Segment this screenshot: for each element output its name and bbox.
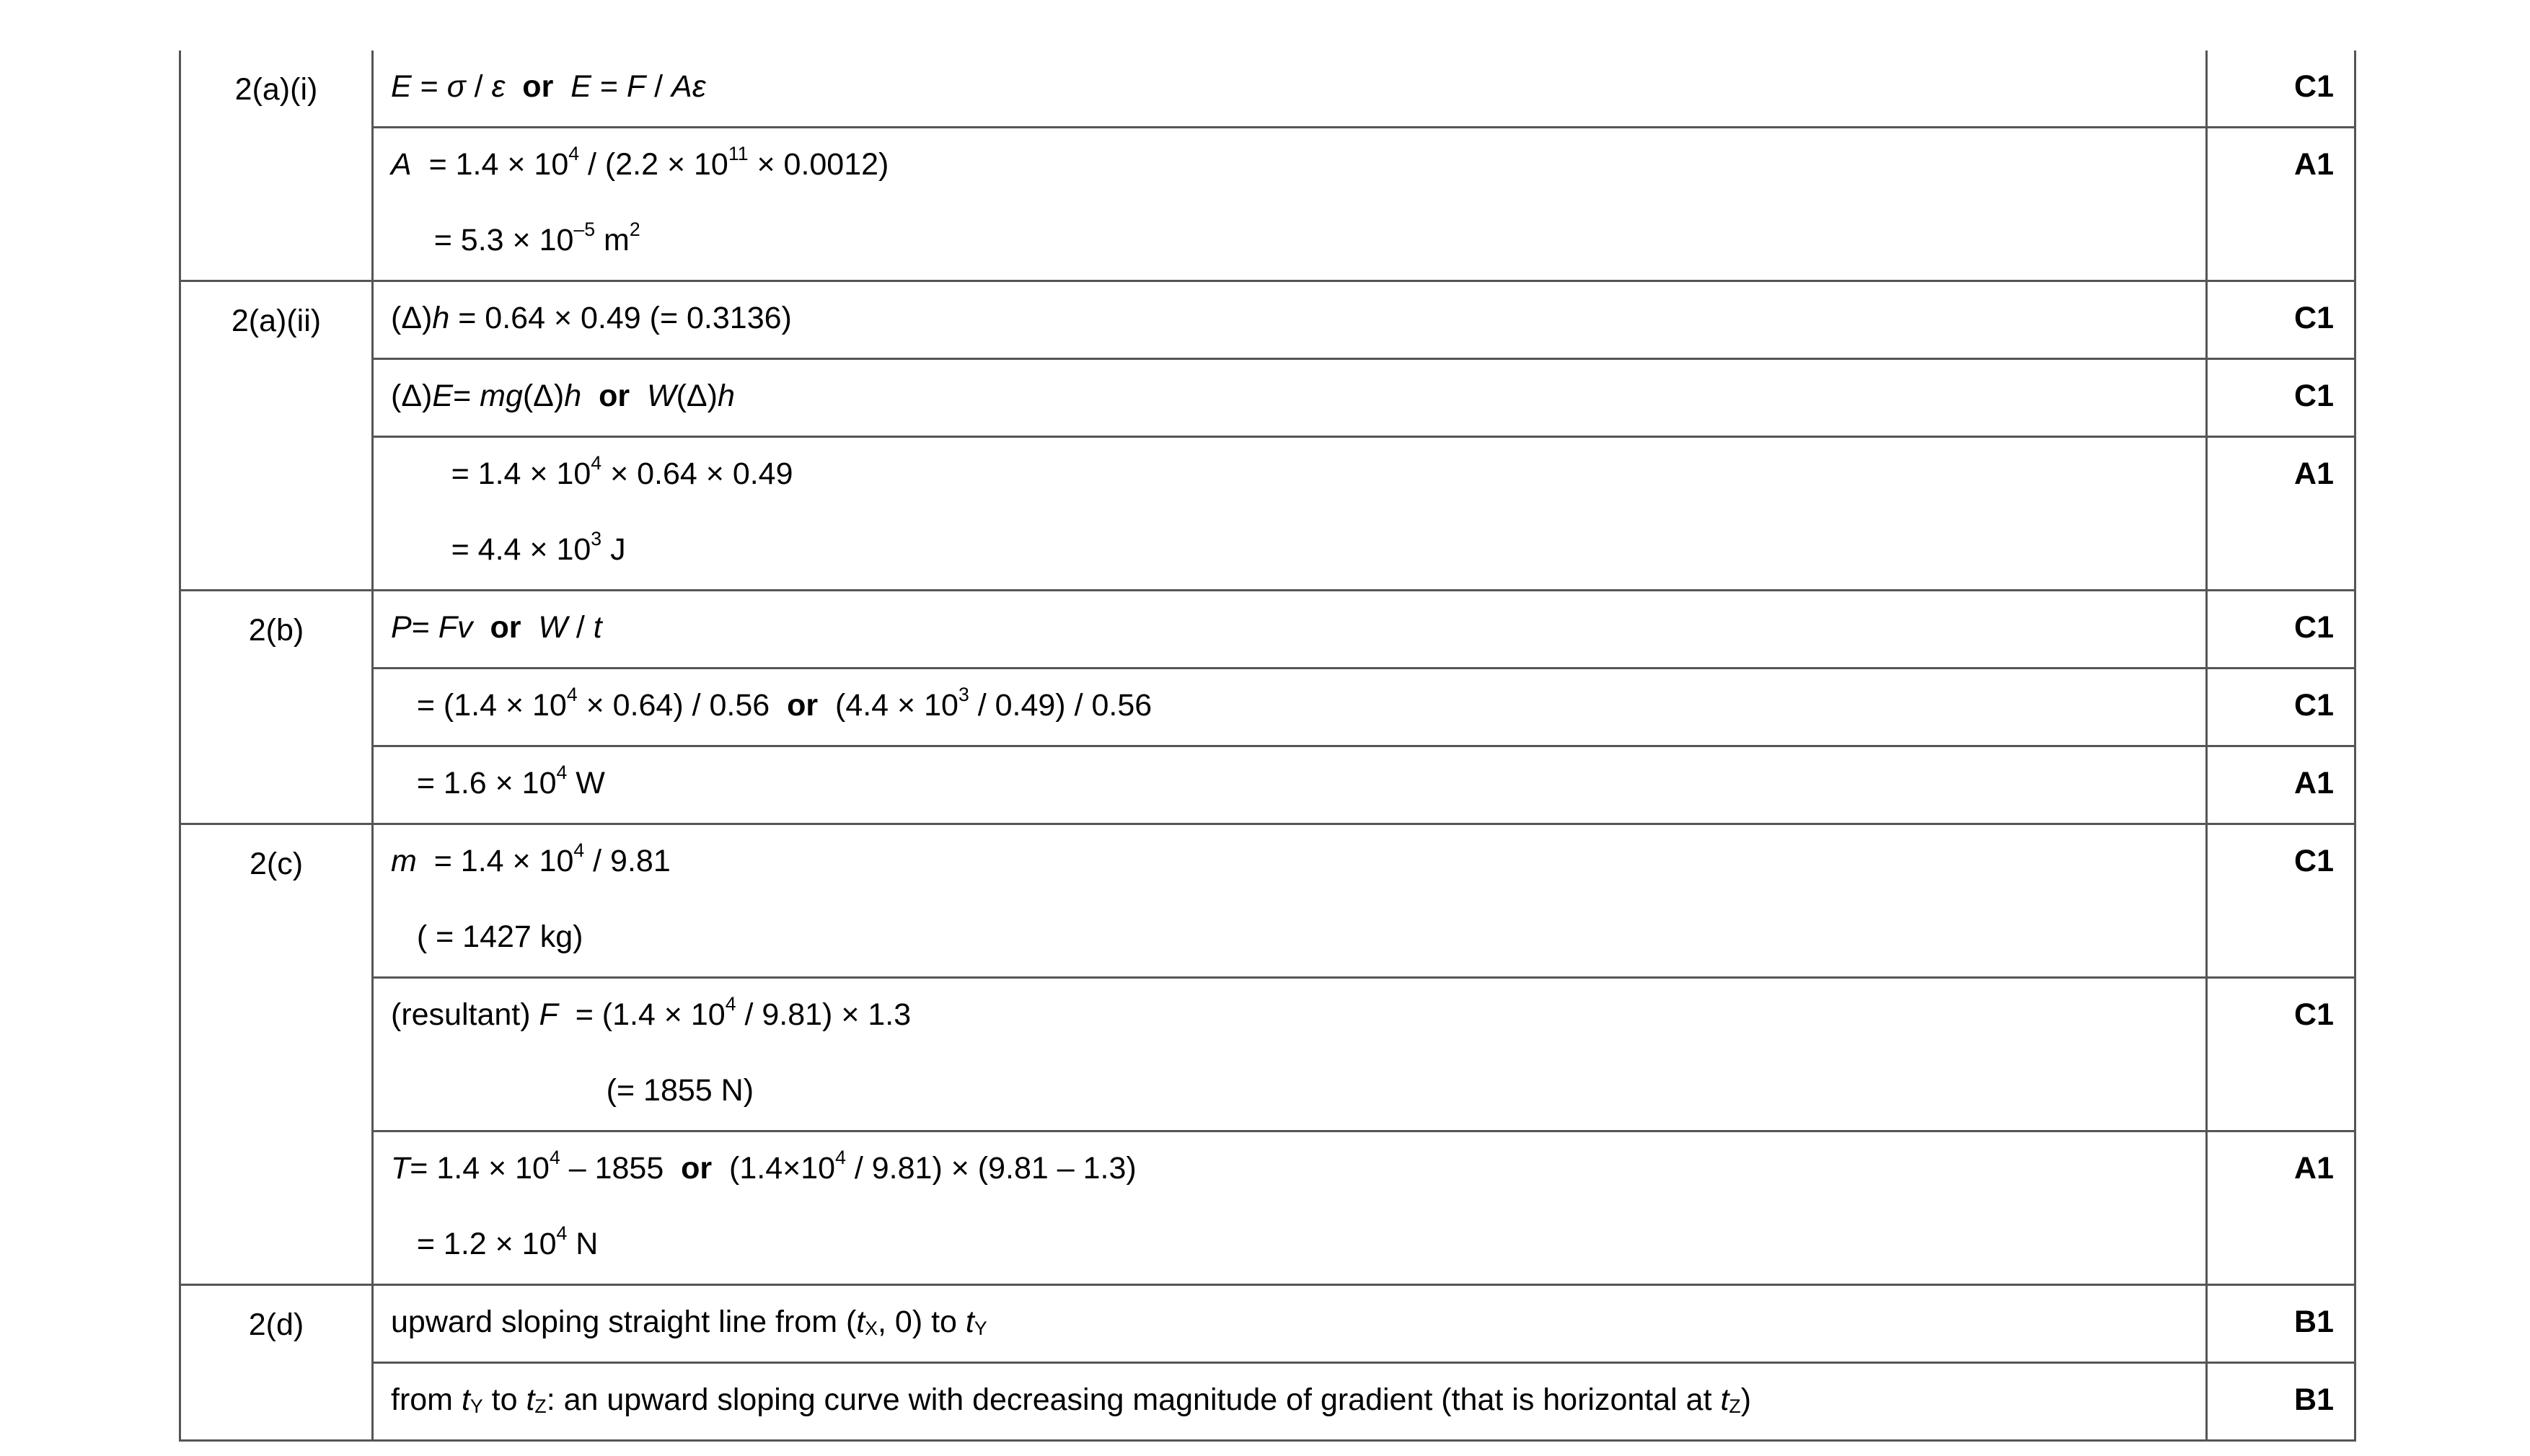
answer-line: [391, 50, 2205, 126]
mark-code: A1: [2294, 766, 2334, 800]
answer-text: = (1.4 × 10: [391, 688, 567, 723]
answer-text: = 1.4 × 10: [391, 456, 591, 491]
superscript-text: 3: [958, 684, 969, 706]
mark-scheme-body: [180, 50, 2355, 1441]
answer-text: [630, 379, 647, 413]
answer-line: [391, 513, 2205, 589]
mark-code: A1: [2294, 456, 2334, 491]
answer-text: / 9.81: [584, 844, 671, 878]
superscript-text: 4: [566, 684, 578, 706]
answer-text: (Δ): [391, 379, 433, 413]
table-row: [180, 50, 2355, 128]
mark-code: C1: [2294, 379, 2334, 413]
symbol-text: W: [646, 379, 676, 413]
answer-text: (Δ): [391, 301, 433, 335]
symbol-text: m: [391, 844, 417, 878]
answer-line: [391, 901, 2205, 976]
answer-text: (resultant): [391, 997, 539, 1032]
symbol-text: σ: [446, 69, 466, 104]
answer-text: × 0.64) / 0.56: [577, 688, 788, 723]
answer-text: / 9.81) × (9.81 – 1.3): [845, 1151, 1137, 1186]
superscript-text: 4: [556, 762, 568, 784]
mark-cell: [2207, 1363, 2355, 1441]
mark-cell: [2207, 281, 2355, 359]
answer-text: =: [453, 379, 480, 413]
table-row: [180, 1363, 2355, 1441]
answer-line: [391, 1132, 2205, 1208]
mark-code: C1: [2294, 301, 2334, 335]
table-row: [180, 669, 2355, 746]
answer-text: N: [567, 1227, 599, 1261]
superscript-text: 4: [556, 1222, 568, 1245]
answer-text: – 1855: [560, 1151, 682, 1186]
answer-cell: [373, 978, 2207, 1131]
table-row: [180, 281, 2355, 359]
answer-text: = 1.4 × 10: [411, 147, 569, 182]
table-row: [180, 591, 2355, 669]
answer-cell: [373, 591, 2207, 669]
answer-text: = (1.4 × 10: [557, 997, 726, 1032]
symbol-text: E: [432, 379, 454, 413]
mark-code: C1: [2294, 610, 2334, 645]
mark-code: C1: [2294, 844, 2334, 878]
mark-code: A1: [2294, 147, 2334, 182]
answer-cell: [373, 359, 2207, 437]
mark-code: C1: [2294, 997, 2334, 1032]
symbol-text: F: [539, 997, 558, 1032]
mark-code: B1: [2294, 1382, 2334, 1417]
answer-line: [391, 669, 2205, 745]
answer-line: [391, 1208, 2205, 1284]
answer-text: =: [411, 610, 438, 645]
superscript-text: 4: [573, 839, 585, 862]
subscript-text: X: [865, 1317, 878, 1339]
answer-text: W: [567, 766, 605, 800]
symbol-text: Fv: [438, 610, 473, 645]
symbol-text: t: [461, 1382, 470, 1417]
answer-text: upward sloping straight line from (: [391, 1305, 857, 1339]
answer-line: [391, 360, 2205, 436]
answer-text: (Δ): [676, 379, 718, 413]
answer-text: (1.4×10: [712, 1151, 836, 1186]
answer-text: , 0) to: [878, 1305, 966, 1339]
superscript-text: 4: [549, 1147, 560, 1169]
answer-line: [391, 591, 2205, 667]
answer-text: [473, 610, 490, 645]
symbol-text: P: [391, 610, 412, 645]
symbol-text: F: [626, 69, 646, 104]
mark-scheme-table: [179, 50, 2356, 1442]
symbol-text: t: [593, 610, 602, 645]
symbol-text: t: [856, 1305, 865, 1339]
mark-cell: [2207, 591, 2355, 669]
question-number: [180, 1285, 373, 1441]
answer-cell: [373, 281, 2207, 359]
answer-cell: [373, 128, 2207, 281]
answer-line: [391, 825, 2205, 901]
or-keyword: or: [787, 688, 819, 723]
answer-text: (4.4 × 10: [818, 688, 958, 723]
superscript-text: 2: [629, 219, 640, 241]
table-row: [180, 824, 2355, 978]
answer-line: [391, 1286, 2205, 1362]
mark-cell: [2207, 359, 2355, 437]
subscript-text: Y: [470, 1395, 483, 1417]
question-number-label: 2(d): [248, 1307, 304, 1342]
mark-cell: [2207, 746, 2355, 824]
answer-text: m: [595, 223, 630, 257]
answer-text: = 1.6 × 10: [391, 766, 557, 800]
answer-text: ): [1740, 1382, 1752, 1417]
answer-text: [505, 69, 522, 104]
symbol-text: h: [717, 379, 735, 413]
answer-text: [553, 69, 570, 104]
mark-cell: [2207, 50, 2355, 128]
mark-cell: [2207, 1131, 2355, 1285]
mark-cell: [2207, 1285, 2355, 1363]
symbol-text: E: [391, 69, 412, 104]
answer-line: [391, 747, 2205, 823]
answer-cell: [373, 50, 2207, 128]
answer-cell: [373, 1285, 2207, 1363]
answer-text: =: [591, 69, 627, 104]
symbol-text: Aε: [671, 69, 706, 104]
answer-text: [521, 610, 538, 645]
question-number-label: 2(a)(i): [234, 72, 318, 107]
answer-text: J: [601, 532, 626, 567]
symbol-text: mg: [480, 379, 523, 413]
answer-line: [391, 282, 2205, 358]
mark-cell: [2207, 128, 2355, 281]
table-row: [180, 978, 2355, 1131]
answer-text: /: [465, 69, 492, 104]
symbol-text: h: [432, 301, 450, 335]
table-row: [180, 359, 2355, 437]
mark-cell: [2207, 437, 2355, 591]
mark-cell: [2207, 669, 2355, 746]
table-row: [180, 128, 2355, 281]
answer-cell: [373, 669, 2207, 746]
answer-text: /: [567, 610, 594, 645]
table-row: [180, 1285, 2355, 1363]
question-number: [180, 50, 373, 281]
answer-text: /: [645, 69, 672, 104]
mark-code: A1: [2294, 1151, 2334, 1186]
mark-code: B1: [2294, 1305, 2334, 1339]
answer-line: [391, 204, 2205, 280]
subscript-text: Z: [534, 1395, 547, 1417]
answer-line: [391, 1364, 2205, 1439]
or-keyword: or: [599, 379, 630, 413]
superscript-text: –5: [573, 219, 596, 241]
mark-code: C1: [2294, 69, 2334, 104]
superscript-text: 4: [568, 143, 580, 165]
symbol-text: t: [965, 1305, 974, 1339]
answer-text: = 1.2 × 10: [391, 1227, 557, 1261]
question-number-label: 2(c): [249, 847, 304, 881]
question-number-label: 2(a)(ii): [231, 304, 322, 338]
answer-text: [581, 379, 599, 413]
answer-cell: [373, 1131, 2207, 1285]
symbol-text: W: [538, 610, 568, 645]
table-row: [180, 746, 2355, 824]
table-row: [180, 1131, 2355, 1285]
table-row: [180, 437, 2355, 591]
answer-text: to: [482, 1382, 526, 1417]
superscript-text: 3: [591, 528, 602, 550]
answer-cell: [373, 1363, 2207, 1441]
question-number-label: 2(b): [248, 613, 304, 648]
answer-cell: [373, 824, 2207, 978]
question-number: [180, 591, 373, 824]
answer-line: [391, 1054, 2205, 1130]
or-keyword: or: [522, 69, 554, 104]
answer-text: from: [391, 1382, 462, 1417]
mark-cell: [2207, 978, 2355, 1131]
answer-text: / (2.2 × 10: [579, 147, 728, 182]
answer-line: [391, 128, 2205, 204]
symbol-text: E: [570, 69, 591, 104]
answer-line: [391, 979, 2205, 1054]
answer-text: = 4.4 × 10: [391, 532, 591, 567]
question-number: [180, 281, 373, 591]
answer-text: : an upward sloping curve with decreasing magnitude of gradient (that is horizontal at: [546, 1382, 1721, 1417]
answer-line: [391, 438, 2205, 513]
superscript-text: 11: [728, 143, 749, 165]
mark-cell: [2207, 824, 2355, 978]
symbol-text: A: [391, 147, 412, 182]
symbol-text: T: [391, 1151, 410, 1186]
answer-text: =: [411, 69, 447, 104]
answer-text: = 5.3 × 10: [391, 223, 574, 257]
superscript-text: 4: [835, 1147, 846, 1169]
answer-text: = 0.64 × 0.49 (= 0.3136): [449, 301, 792, 335]
subscript-text: Z: [1729, 1395, 1741, 1417]
answer-text: × 0.0012): [748, 147, 889, 182]
answer-text: / 9.81) × 1.3: [736, 997, 912, 1032]
question-number: [180, 824, 373, 1285]
answer-text: ( = 1427 kg): [391, 919, 583, 954]
answer-text: = 1.4 × 10: [410, 1151, 550, 1186]
or-keyword: or: [490, 610, 521, 645]
answer-cell: [373, 746, 2207, 824]
symbol-text: t: [526, 1382, 535, 1417]
answer-text: / 0.49) / 0.56: [969, 688, 1152, 723]
answer-text: (Δ): [522, 379, 565, 413]
answer-text: = 1.4 × 10: [416, 844, 574, 878]
superscript-text: 4: [725, 993, 736, 1015]
mark-code: C1: [2294, 688, 2334, 723]
answer-text: (= 1855 N): [391, 1073, 754, 1108]
symbol-text: h: [564, 379, 582, 413]
superscript-text: 4: [591, 452, 602, 475]
answer-text: × 0.64 × 0.49: [601, 456, 793, 491]
subscript-text: Y: [974, 1317, 987, 1339]
symbol-text: t: [1720, 1382, 1729, 1417]
or-keyword: or: [681, 1151, 713, 1186]
symbol-text: ε: [491, 69, 506, 104]
answer-cell: [373, 437, 2207, 591]
